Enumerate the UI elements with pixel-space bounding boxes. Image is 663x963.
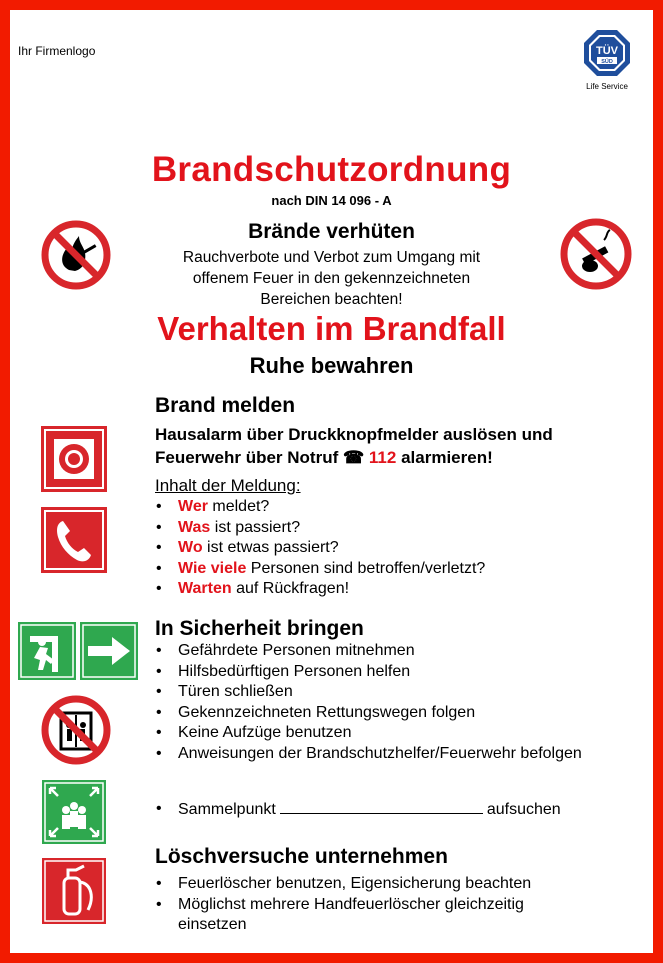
fire-extinguisher-icon [42, 858, 106, 924]
tuv-service-label: Life Service [586, 82, 628, 91]
message-text: ist passiert? [210, 518, 301, 536]
report-line-2 [155, 448, 493, 468]
list-item [156, 559, 485, 580]
list-item: • Feuerlöscher benutzen, Eigensicherung beachten [156, 874, 578, 895]
fire-alarm-button-icon [41, 426, 107, 492]
calm-heading: Ruhe bewahren [249, 353, 414, 378]
message-text: meldet? [207, 498, 270, 515]
phone-symbol-icon: ☎ [342, 448, 365, 467]
message-text: ist etwas passiert? [202, 539, 339, 556]
extinguish-heading: Löschversuche unternehmen [155, 845, 448, 868]
list-item: • Hilfsbedürftigen Personen helfen [156, 662, 582, 683]
report-heading: Brand melden [155, 394, 296, 417]
list-item: • Gekennzeichneten Rettungswegen folgen [156, 703, 582, 724]
list-item: • Anweisungen der Brandschutzhelfer/Feuerwehr befolgen [156, 744, 582, 765]
list-item: • Türen schließen [156, 682, 582, 703]
list-item: • Möglichst mehrere Handfeuerlöscher gleichzeitig einsetzen [156, 895, 578, 936]
list-item: • Gefährdete Personen mitnehmen [156, 641, 582, 662]
message-list [156, 497, 485, 600]
tuv-sub: SÜD [601, 59, 613, 65]
company-logo-placeholder: Ihr Firmenlogo [18, 44, 96, 58]
list-item [156, 538, 485, 559]
exit-arrow-icon [80, 622, 138, 680]
assembly-label: Sammelpunkt [178, 801, 276, 818]
list-item: • Keine Aufzüge benutzen [156, 723, 582, 744]
list-item [156, 518, 485, 539]
message-text: auf Rückfragen! [231, 580, 350, 597]
safety-list [156, 641, 582, 764]
message-key: Wer [178, 498, 208, 515]
list-item [156, 497, 485, 518]
extinguish-list [156, 874, 578, 936]
assembly-list [156, 799, 561, 821]
report-line-2-post: alarmieren! [401, 448, 493, 467]
report-line-1: Hausalarm über Druckknopfmelder auslösen und [155, 425, 553, 444]
no-elevator-icon [41, 695, 111, 765]
assembly-suffix: aufsuchen [486, 801, 561, 818]
message-key: Wo [178, 539, 203, 556]
list-item [156, 799, 561, 821]
emergency-exit-icon [18, 622, 76, 680]
tuv-mark: TÜV [596, 45, 618, 57]
message-key: Was [178, 518, 211, 536]
list-item [156, 579, 485, 600]
assembly-blank-line [280, 799, 483, 814]
message-heading: Inhalt der Meldung: [155, 476, 301, 495]
prevent-heading: Brände verhüten [248, 220, 415, 243]
tuv-logo-icon [582, 28, 632, 78]
message-key: Warten [178, 580, 232, 597]
emergency-number: 112 [368, 448, 397, 467]
page-title: Brandschutzordnung [151, 150, 512, 189]
prevent-text: Rauchverbote und Verbot zum Umgang mit offenem Feuer in den gekennzeichneten Bereichen beachten! [182, 249, 481, 308]
fire-phone-icon [41, 507, 107, 573]
message-text: Personen sind betroffen/verletzt? [246, 559, 486, 577]
behavior-heading: Verhalten im Brandfall [157, 310, 506, 347]
message-key: Wie viele [178, 559, 247, 577]
safety-heading: In Sicherheit bringen [155, 617, 364, 640]
assembly-point-icon [42, 780, 106, 844]
report-line-2-pre: Feuerwehr über Notruf [155, 448, 339, 467]
page-subtitle: nach DIN 14 096 - A [271, 193, 392, 208]
